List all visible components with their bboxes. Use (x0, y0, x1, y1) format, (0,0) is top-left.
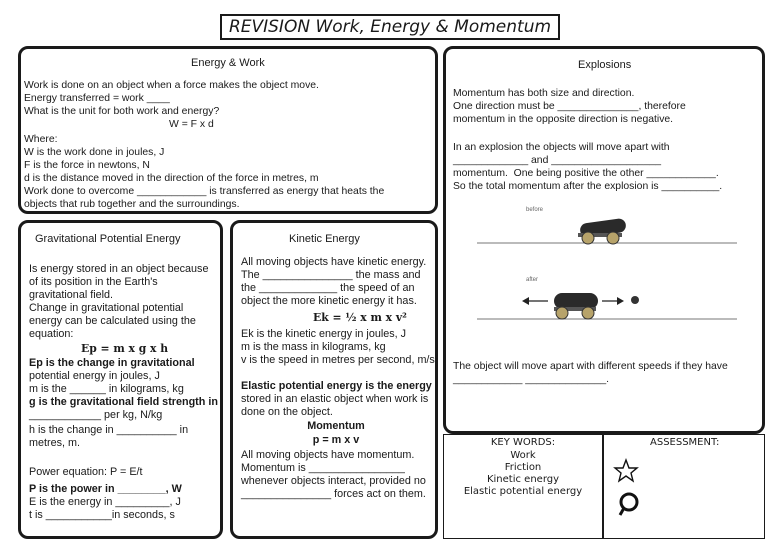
gpe-line-15: E is the energy in _________, J (29, 496, 181, 508)
speech-bubble-icon (616, 491, 642, 517)
explosions-line-7: So the total momentum after the explosion is __________. (453, 181, 723, 192)
kinetic-line-7: v is the speed in metres per second, m/s (241, 354, 435, 366)
kinetic-formula: Ek = ½ x m x v² (313, 311, 407, 324)
kinetic-line-10: done on the object. (241, 406, 333, 418)
kinetic-line-1: All moving objects have kinetic energy. (241, 256, 427, 268)
work-line-3: What is the unit for both work and energy? (24, 106, 220, 117)
explosions-line-4: In an explosion the objects will move apart with (453, 142, 670, 153)
gpe-line-3: gravitational field. (29, 289, 114, 301)
gpe-line-12: h is the change in __________ in (29, 424, 189, 436)
cannon-diagram (452, 201, 752, 351)
gpe-line-4: Change in gravitational potential (29, 302, 184, 314)
keywords-panel (443, 434, 603, 539)
kinetic-line-8: Elastic potential energy is the energy (241, 380, 432, 392)
kinetic-line-4: object the more kinetic energy it has. (241, 295, 417, 307)
kinetic-panel (230, 220, 438, 539)
work-formula: W = F x d (169, 119, 214, 130)
cannon-before-icon (578, 218, 627, 244)
gpe-panel (18, 220, 223, 539)
work-line-9: Work done to overcome ____________ is transferred as energy that heats the (24, 186, 385, 197)
explosions-line-2: One direction must be ______________, therefore (453, 101, 686, 112)
keyword-work: Work (510, 450, 536, 461)
gpe-line-13: metres, m. (29, 437, 80, 449)
kinetic-line-2: The _______________ the mass and (241, 269, 421, 281)
keyword-kinetic-energy: Kinetic energy (486, 474, 560, 485)
gpe-line-5: energy can be calculated using the (29, 315, 196, 327)
kinetic-line-6: m is the mass in kilograms, kg (241, 341, 386, 353)
assessment-heading: ASSESSMENT: (650, 437, 720, 448)
work-line-10: objects that rub together and the surroundings. (24, 199, 240, 210)
keyword-elastic-potential: Elastic potential energy (463, 486, 583, 497)
gpe-power-equation: Power equation: P = E/t (29, 466, 143, 478)
explosions-caption-1: The object will move apart with different speeds if they have (453, 361, 728, 372)
kinetic-line-5: Ek is the kinetic energy in joules, J (241, 328, 407, 340)
work-energy-heading: Energy & Work (191, 57, 265, 69)
work-line-6: W is the work done in joules, J (24, 147, 165, 158)
gpe-line-6: equation: (29, 328, 74, 340)
explosions-line-6: momentum. One being positive the other ____________. (453, 168, 719, 179)
kinetic-line-3: the _____________ the speed of an (241, 282, 415, 294)
cannonball-arrow-icon (602, 297, 624, 305)
gpe-line-14: P is the power in ________, W (29, 483, 182, 495)
momentum-line-3: whenever objects interact, provided no (241, 475, 426, 487)
diagram-before-label: before (526, 207, 544, 213)
keywords-heading: KEY WORDS: (490, 437, 556, 448)
gpe-line-1: Is energy stored in an object because (29, 263, 209, 275)
momentum-line-1: All moving objects have momentum. (241, 449, 415, 461)
recoil-arrow-icon (522, 297, 548, 305)
cannonball-icon (631, 296, 639, 304)
work-line-5: Where: (24, 134, 58, 145)
gpe-heading: Gravitational Potential Energy (35, 233, 181, 245)
gpe-line-8: potential energy in joules, J (29, 370, 160, 382)
cannon-after-icon (554, 293, 598, 319)
work-line-7: F is the force in newtons, N (24, 160, 150, 171)
explosions-line-5: _____________ and ___________________ (453, 155, 662, 166)
gpe-line-11: ____________ per kg, N/kg (29, 409, 163, 421)
diagram-after-label: after (526, 277, 539, 283)
momentum-formula: p = m x v (312, 434, 360, 446)
kinetic-line-9: stored in an elastic object when work is (241, 393, 429, 405)
gpe-line-7: Ep is the change in gravitational (29, 357, 195, 369)
work-line-8: d is the distance moved in the direction of the force in metres, m (24, 173, 319, 184)
momentum-line-2: Momentum is ________________ (241, 462, 405, 474)
page-title: REVISION Work, Energy & Momentum (220, 14, 560, 40)
gpe-formula: Ep = m x g x h (81, 342, 169, 355)
star-icon (613, 458, 639, 484)
work-energy-panel (18, 46, 438, 214)
keyword-friction: Friction (504, 462, 542, 473)
kinetic-heading: Kinetic Energy (289, 233, 360, 245)
assessment-panel (603, 434, 765, 539)
gpe-line-9: m is the ______ in kilograms, kg (29, 383, 184, 395)
gpe-line-10: g is the gravitational field strength in (29, 396, 218, 408)
explosions-caption-2: ____________ ______________. (453, 374, 610, 385)
gpe-line-2: of its position in the Earth's (29, 276, 158, 288)
explosions-panel (443, 46, 765, 434)
explosions-heading: Explosions (578, 59, 632, 71)
explosions-line-1: Momentum has both size and direction. (453, 88, 635, 99)
momentum-heading: Momentum (307, 420, 365, 432)
explosions-line-3: momentum in the opposite direction is negative. (453, 114, 674, 125)
gpe-line-16: t is ___________in seconds, s (29, 509, 175, 521)
momentum-line-4: _______________ forces act on them. (241, 488, 426, 500)
work-line-2: Energy transferred = work ____ (24, 93, 170, 104)
work-line-1: Work is done on an object when a force makes the object move. (24, 80, 319, 91)
